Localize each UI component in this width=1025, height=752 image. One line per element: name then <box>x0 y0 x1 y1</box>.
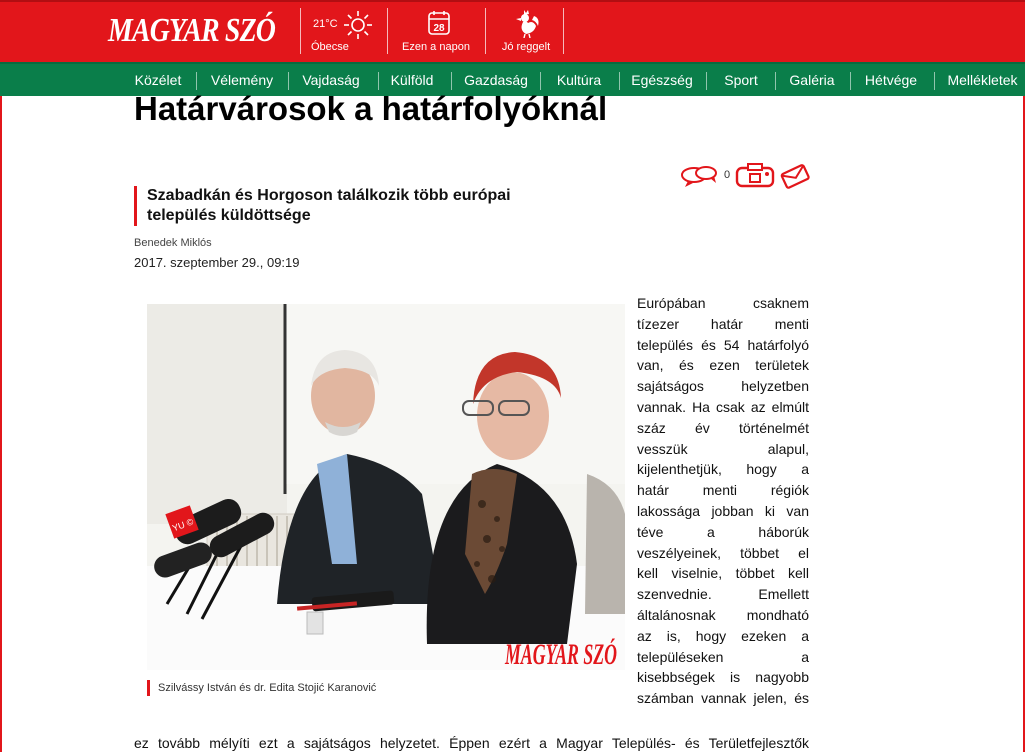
body-line: száz év történelmét <box>637 419 809 436</box>
microphone-badge: YU © <box>170 516 195 534</box>
nav-divider <box>288 72 289 90</box>
body-line: településeken a <box>637 648 809 665</box>
nav-item-vajdasag[interactable]: Vajdaság <box>302 72 360 88</box>
body-line: vannak. Ha csak az elmúlt <box>637 398 809 415</box>
nav-item-egeszseg[interactable]: Egészség <box>631 72 693 88</box>
page-border-left <box>0 96 2 752</box>
sun-icon <box>343 10 373 43</box>
nav-divider <box>934 72 935 90</box>
header-divider <box>300 8 301 54</box>
body-line: vesszük alapul, <box>637 440 809 457</box>
body-line: település és 54 határfolyó <box>637 336 809 353</box>
nav-divider <box>540 72 541 90</box>
nav-item-galeria[interactable]: Galéria <box>789 72 835 88</box>
body-line: veszélyeinek, többet el <box>637 544 809 561</box>
site-logo[interactable]: MAGYAR SZÓ <box>108 12 276 49</box>
print-icon[interactable] <box>734 162 776 195</box>
calendar-icon <box>428 10 450 39</box>
body-line: határ menti régiók <box>637 482 809 499</box>
body-line: kisebbségek is nagyobb <box>637 669 809 686</box>
article-date: 2017. szeptember 29., 09:19 <box>134 255 300 270</box>
body-line: tízezer határ menti <box>637 315 809 332</box>
body-line: szenvednie. Emellett <box>637 586 809 603</box>
body-line: van, és ezen területek <box>637 357 809 374</box>
body-line: kell viselnie, többet kell <box>637 565 809 582</box>
nav-item-sport[interactable]: Sport <box>724 72 758 88</box>
nav-divider <box>451 72 452 90</box>
nav-divider <box>378 72 379 90</box>
body-line: kijelenthetjük, hogy a <box>637 461 809 478</box>
weather-city: Óbecse <box>311 41 349 53</box>
on-this-day-label: Ezen a napon <box>402 41 470 53</box>
body-line: az is, hogy ezeken a <box>637 627 809 644</box>
calendar-day: 28 <box>433 23 445 34</box>
article-photo[interactable] <box>147 304 625 670</box>
nav-item-kulfold[interactable]: Külföld <box>390 72 434 88</box>
nav-divider <box>775 72 776 90</box>
body-line: számban vannak jelen, és <box>637 690 809 707</box>
nav-item-kultura[interactable]: Kultúra <box>556 72 602 88</box>
weather-temperature: 21°C <box>313 18 338 30</box>
header-divider <box>563 8 564 54</box>
nav-item-gazdasag[interactable]: Gazdaság <box>464 72 528 88</box>
nav-divider <box>706 72 707 90</box>
article-author[interactable]: Benedek Miklós <box>134 237 212 249</box>
nav-divider <box>619 72 620 90</box>
nav-divider <box>196 72 197 90</box>
nav-divider <box>850 72 851 90</box>
comment-count: 0 <box>724 169 731 181</box>
article-lead: Szabadkán és Horgoson találkozik több európai település küldöttsége <box>134 186 574 226</box>
site-header <box>0 0 1025 62</box>
body-line: általánosnak mondható <box>637 606 809 623</box>
body-line: sajátságos helyzetben <box>637 378 809 395</box>
nav-item-hetvege[interactable]: Hétvége <box>864 72 918 88</box>
nav-item-velemeny[interactable]: Vélemény <box>210 72 274 88</box>
article-share-tools <box>680 162 812 190</box>
article-body-full-line: ez tovább mélyíti ezt a sajátságos helyzetet. Éppen ezért a Magyar Település- és Területfejlesztők <box>134 735 809 751</box>
body-line: Európában csaknem <box>637 295 809 311</box>
nav-item-kozelet[interactable]: Közélet <box>134 72 182 88</box>
email-icon[interactable] <box>780 162 810 195</box>
header-divider <box>387 8 388 54</box>
good-morning-label: Jó reggelt <box>501 41 551 53</box>
article-body-column <box>637 293 809 709</box>
article-title: Határvárosok a határfolyóknál <box>134 90 608 127</box>
header-divider <box>485 8 486 54</box>
rooster-icon <box>512 8 540 41</box>
comments-icon[interactable] <box>680 162 720 195</box>
photo-caption: Szilvássy István és dr. Edita Stojić Karanović <box>147 680 376 696</box>
body-line: téve a háborúk <box>637 523 809 540</box>
nav-item-mellekletek[interactable]: Mellékletek <box>947 72 1018 88</box>
photo-watermark: MAGYAR SZÓ <box>504 638 617 670</box>
body-line: lakossága jobban ki van <box>637 502 809 519</box>
